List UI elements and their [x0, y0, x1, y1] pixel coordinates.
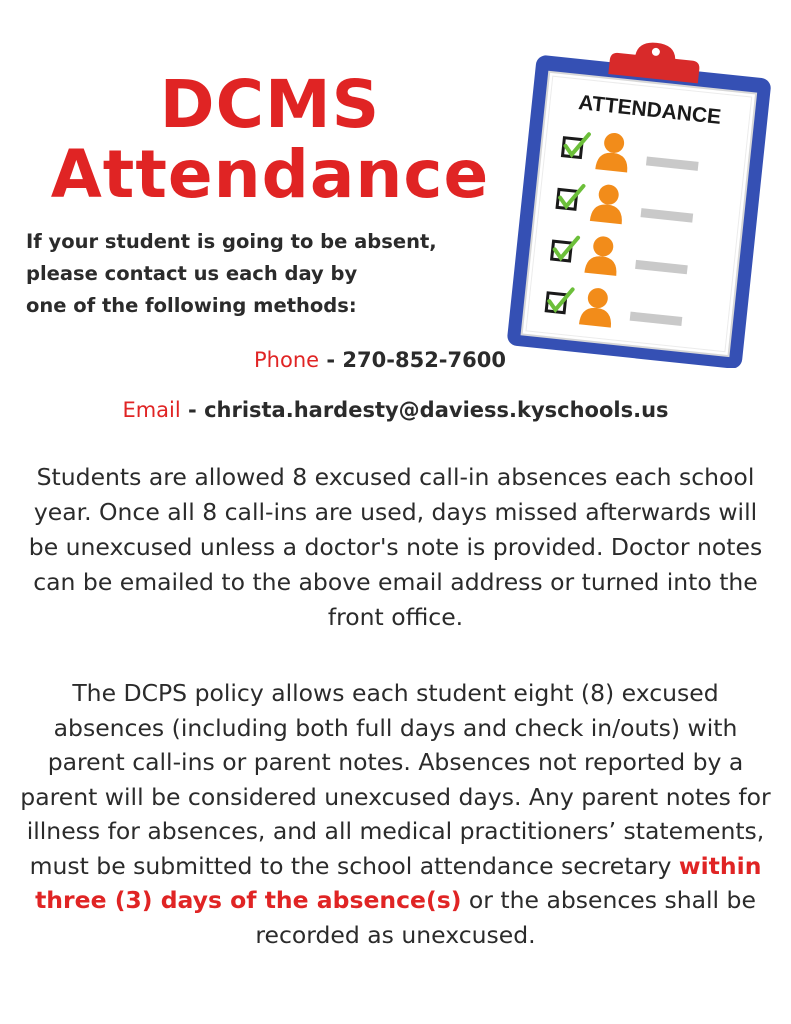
- call-in-policy-paragraph: Students are allowed 8 excused call-in absences each school year. Once all 8 call-ins are used, days missed afterwards will be unexcused unless a doctor's note is provided. Doctor notes can be emailed to the above email address or turned into the front office.: [28, 463, 763, 631]
- attendance-clipboard-illustration: [500, 38, 780, 368]
- policy-text-before: The DCPS policy allows each student eight (8) excused absences (including both full days and check in/outs) with parent call-ins or parent notes. Absences not reported by a parent will be considered unexcused days. Any parent notes for illness for absences, and all medical practitioners’ statements, must be submitted to the school attendance secretary: [20, 679, 771, 880]
- phone-number[interactable]: 270-852-7600: [342, 348, 506, 372]
- email-contact: [0, 398, 791, 422]
- email-address[interactable]: christa.hardesty@daviess.kyschools.us: [204, 398, 669, 422]
- phone-label: Phone: [254, 348, 320, 372]
- intro-line: If your student is going to be absent,: [26, 230, 437, 253]
- policy-text-after: or the absences shall be recorded as unexcused.: [255, 886, 756, 949]
- email-label: Email: [122, 398, 181, 422]
- phone-separator: -: [319, 348, 343, 372]
- title-line-1: DCMS: [159, 66, 381, 143]
- intro-line: one of the following methods:: [26, 294, 357, 317]
- dcps-policy-paragraph: [20, 676, 771, 952]
- intro-text: [26, 226, 496, 322]
- clipboard-heading: ATTENDANCE: [577, 91, 723, 129]
- intro-line: please contact us each day by: [26, 262, 358, 285]
- title-line-2: Attendance: [50, 136, 490, 213]
- page-title: [30, 66, 510, 213]
- email-separator: -: [180, 398, 205, 422]
- policy-deadline-highlight: within three (3) days of the absence(s): [35, 851, 762, 914]
